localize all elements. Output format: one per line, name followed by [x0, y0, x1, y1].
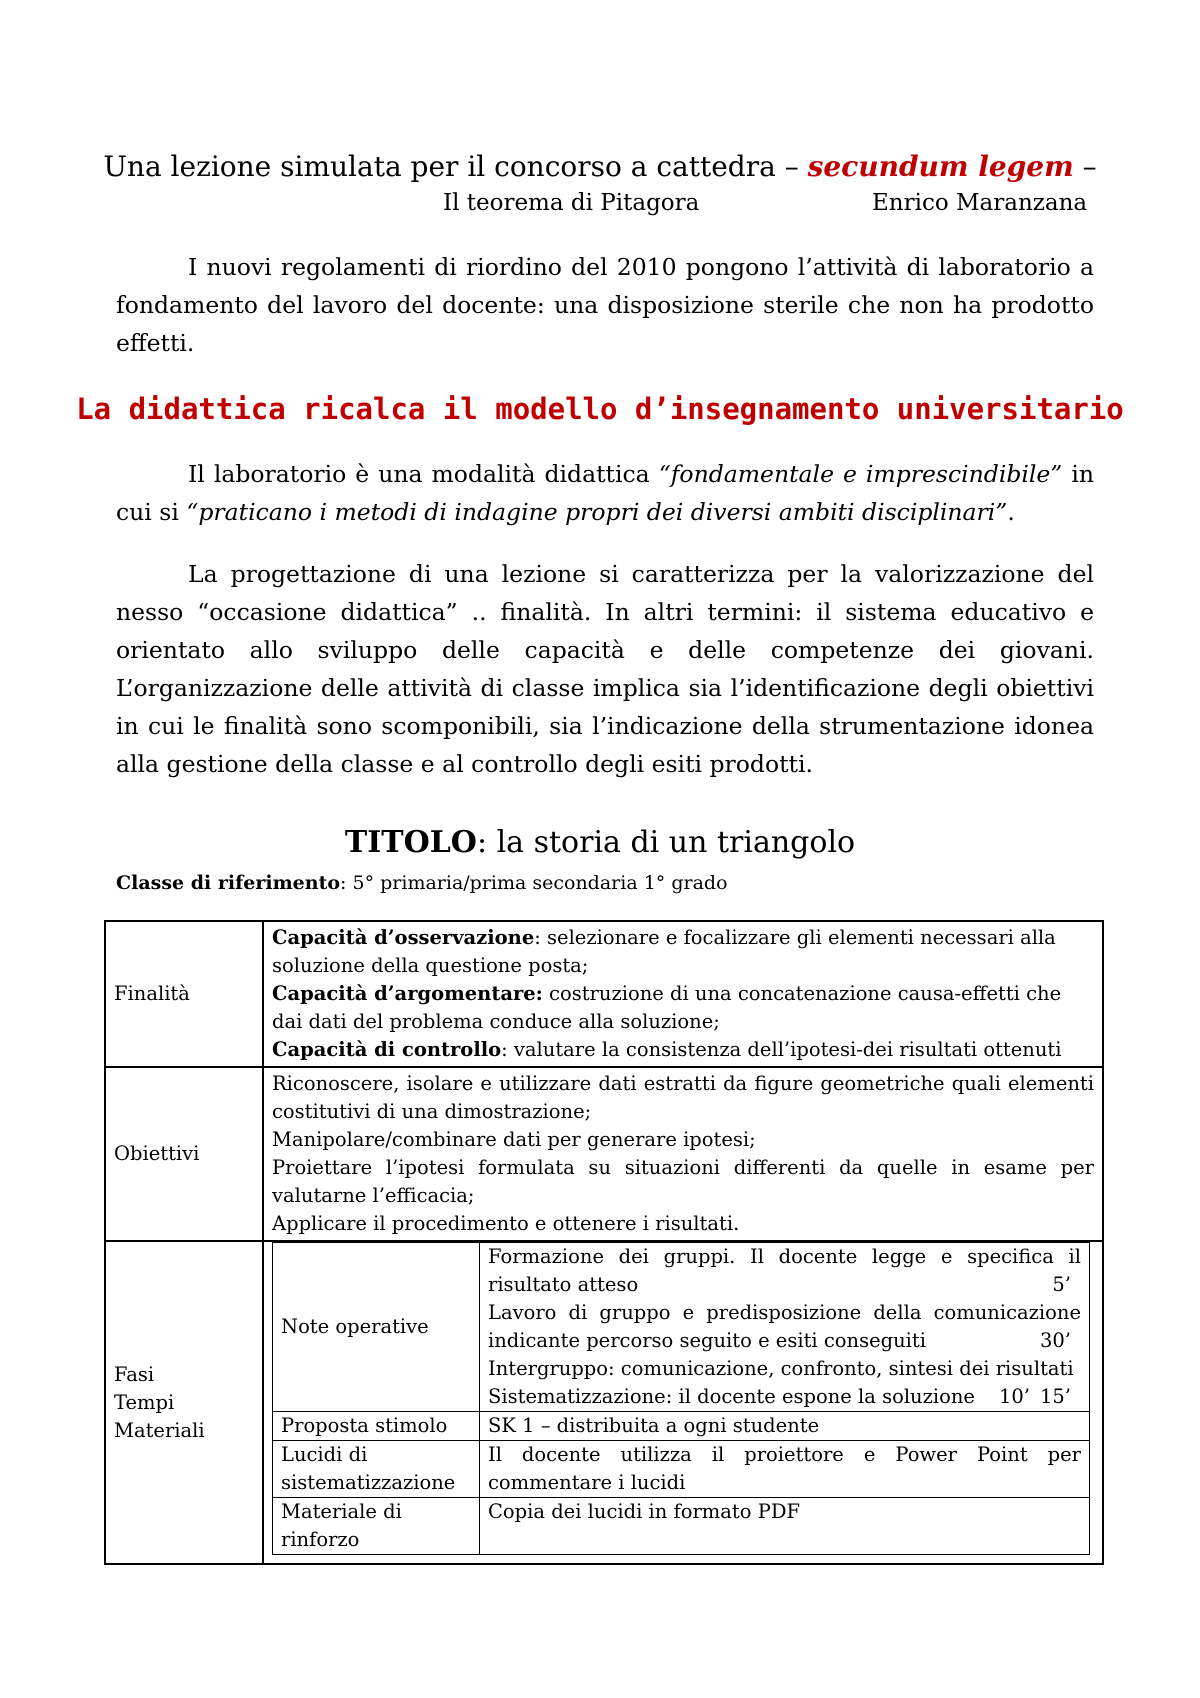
proposta-stimolo-value: SK 1 – distribuita a ogni studente — [480, 1412, 1090, 1441]
subtitle-row — [0, 190, 1200, 220]
finalita-row — [105, 921, 1103, 1067]
proposta-stimolo-row — [273, 1412, 1090, 1441]
step-item: Intergruppo: comunicazione, confronto, sintesi dei risultati 15’ — [488, 1355, 1081, 1383]
lucidi-row — [273, 1441, 1090, 1498]
lucidi-value: Il docente utilizza il proiettore e Power Point per commentare i lucidi — [480, 1441, 1090, 1498]
fasi-content — [263, 1241, 1103, 1564]
fasi-inner-table — [272, 1242, 1090, 1555]
materiale-value: Copia dei lucidi in formato PDF — [480, 1498, 1090, 1555]
note-operative-label: Note operative — [273, 1243, 480, 1412]
finalita-item: Capacità d’argomentare: costruzione di una concatenazione causa-effetti che dai dati del problema conduce alla soluzione; — [272, 982, 1062, 1033]
title-highlight: secundum legem — [807, 150, 1074, 183]
step-time: 15’ — [1039, 1385, 1071, 1408]
obiettivi-row — [105, 1067, 1103, 1241]
finalita-label: Finalità — [105, 921, 263, 1067]
fasi-label: Fasi Tempi Materiali — [105, 1241, 263, 1564]
title-prefix: Una lezione simulata per il concorso a cattedra – — [103, 150, 799, 183]
progettazione-paragraph: La progettazione di una lezione si caratterizza per la valorizzazione del nesso “occasione didattica” .. finalità. In altri termini: il sistema educativo e orientato allo sviluppo delle capacità e delle competenze dei giovani. L’organizzazione delle attività di classe implica sia l’identificazione degli obiettivi in cui le finalità sono scomponibili, sia l’indicazione della strumentazione idonea alla gestione della classe e al controllo degli esiti prodotti. — [116, 560, 1094, 778]
lesson-title: TITOLO: la storia di un triangolo — [344, 825, 856, 860]
topic: Il teorema di Pitagora — [443, 190, 700, 216]
fasi-row — [105, 1241, 1103, 1564]
title-suffix: – — [1082, 150, 1097, 183]
document-title — [0, 150, 1200, 183]
step-item: Lavoro di gruppo e predisposizione della comunicazione indicante percorso seguito e esiti conseguiti 30’ — [488, 1299, 1081, 1355]
author: Enrico Maranzana — [872, 190, 1088, 216]
obiettivi-item: Proiettare l’ipotesi formulata su situazioni differenti da quelle in esame per valutarne l’efficacia; — [272, 1156, 1094, 1207]
step-time: 5’ — [1052, 1273, 1071, 1296]
intro-paragraph: I nuovi regolamenti di riordino del 2010 pongono l’attività di laboratorio a fondamento del lavoro del docente: una disposizione sterile che non ha prodotto effetti. — [116, 253, 1094, 357]
laboratorio-paragraph: Il laboratorio è una modalità didattica “fondamentale e imprescindibile” in cui si “praticano i metodi di indagine propri dei diversi ambiti disciplinari”. — [116, 460, 1094, 526]
materiale-label: Materiale di rinforzo — [273, 1498, 480, 1555]
step-item: Sistematizzazione: il docente espone la soluzione 10’ — [488, 1383, 1081, 1411]
step-item: Formazione dei gruppi. Il docente legge e specifica il risultato atteso 5’ — [488, 1243, 1081, 1299]
note-operative-row — [273, 1243, 1090, 1412]
finalita-item: Capacità di controllo: valutare la consistenza dell’ipotesi-dei risultati ottenuti — [272, 1038, 1062, 1061]
step-time: 10’ — [998, 1385, 1030, 1408]
lesson-plan-table — [104, 920, 1104, 1565]
step-time: 30’ — [1039, 1329, 1071, 1352]
proposta-stimolo-label: Proposta stimolo — [273, 1412, 480, 1441]
finalita-content — [263, 921, 1103, 1067]
lucidi-label: Lucidi di sistematizzazione — [273, 1441, 480, 1498]
obiettivi-item: Manipolare/combinare dati per generare ipotesi; — [272, 1128, 756, 1151]
finalita-item: Capacità d’osservazione: selezionare e focalizzare gli elementi necessari alla soluzione della questione posta; — [272, 926, 1056, 977]
obiettivi-content — [263, 1067, 1103, 1241]
section-heading: La didattica ricalca il modello d’insegnamento universitario — [76, 392, 1124, 426]
obiettivi-label: Obiettivi — [105, 1067, 263, 1241]
obiettivi-item: Applicare il procedimento e ottenere i risultati. — [272, 1212, 740, 1235]
obiettivi-item: Riconoscere, isolare e utilizzare dati estratti da figure geometriche quali elementi costitutivi di una dimostrazione; — [272, 1072, 1094, 1123]
class-reference: Classe di riferimento: 5° primaria/prima secondaria 1° grado — [116, 872, 728, 894]
materiale-row — [273, 1498, 1090, 1555]
note-operative-steps — [480, 1243, 1090, 1412]
